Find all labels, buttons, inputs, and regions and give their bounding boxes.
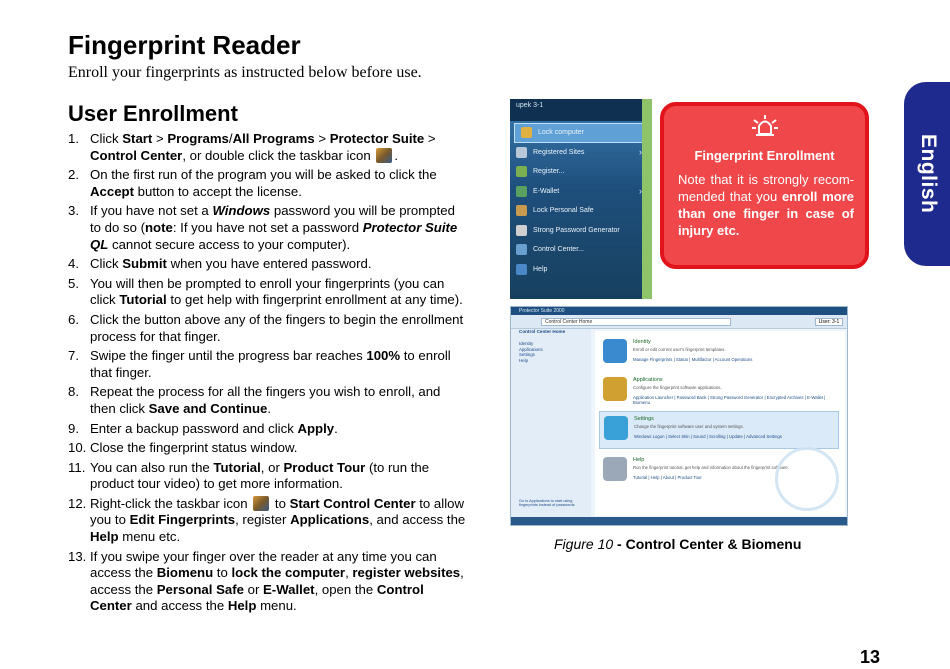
step-text xyxy=(90,131,468,164)
step-text xyxy=(90,440,468,457)
step-fragment: Click xyxy=(90,256,123,272)
cc-section-desc: Configure the fingerprint software applications. xyxy=(633,385,722,390)
step-fragment: (to run the product tour video) to get more information. xyxy=(90,459,430,492)
step-fragment: . xyxy=(334,420,338,436)
step-fragment: Swipe the finger until the progress bar reaches xyxy=(90,348,367,364)
fingerprint-logo-icon xyxy=(775,447,839,511)
step-fragment: . xyxy=(267,400,272,416)
biomenu-item xyxy=(510,201,652,221)
step-emphasis: Biomenu xyxy=(156,565,214,581)
cc-toolbar xyxy=(511,315,847,329)
step-fragment: when you have entered password. xyxy=(166,256,372,272)
step-emphasis: lock the computer xyxy=(231,565,346,581)
cc-sidebar-link: Identity xyxy=(519,341,534,346)
step-emphasis: Help xyxy=(90,529,119,545)
biomenu-item-icon xyxy=(516,205,527,216)
step-fragment: and access the xyxy=(131,598,228,614)
step-fragment: , and access the xyxy=(369,512,466,528)
step-emphasis: Control Center xyxy=(90,581,424,614)
biomenu-item-icon xyxy=(516,166,527,177)
cc-section-icon xyxy=(603,457,627,481)
step-emphasis: Accept xyxy=(90,183,134,199)
step-emphasis: Edit Fingerprints xyxy=(129,512,236,528)
biomenu-item xyxy=(510,182,652,202)
step-text xyxy=(90,276,468,309)
figure-number: Figure 10 xyxy=(554,536,614,552)
cc-section-identity xyxy=(599,335,839,373)
note-body xyxy=(678,171,854,239)
biomenu-item-label: Lock Personal Safe xyxy=(533,207,594,215)
step-item xyxy=(68,312,468,345)
biomenu-item-icon xyxy=(516,244,527,255)
cc-sidebar-link: Settings xyxy=(519,352,535,357)
control-center-screenshot xyxy=(510,306,848,526)
biomenu-header: upek 3-1 xyxy=(510,99,652,121)
step-item xyxy=(68,384,468,417)
step-fragment: to xyxy=(213,565,232,581)
step-item xyxy=(68,167,468,200)
cc-section-desc: Run the fingerprint tutorial, get help and information about the fingerprint software. xyxy=(633,465,789,470)
step-emphasis: register websites xyxy=(352,565,461,581)
step-text xyxy=(90,167,468,200)
step-number: 5. xyxy=(68,275,79,291)
step-emphasis: Submit xyxy=(122,256,167,272)
language-tab xyxy=(904,82,950,266)
fingerprint-enrollment-note xyxy=(660,102,869,269)
step-number: 1. xyxy=(68,131,79,146)
cc-section-desc: Change the fingerprint software user and system settings. xyxy=(634,424,744,429)
biomenu-item xyxy=(510,221,652,241)
step-text xyxy=(90,421,468,438)
step-text xyxy=(90,256,468,273)
cc-sidebar-link: Applications xyxy=(519,346,543,352)
step-item xyxy=(68,421,468,438)
step-number: 12. xyxy=(68,495,87,511)
step-fragment: > xyxy=(152,131,168,146)
step-fragment: to get help with fingerprint enrollment at any time). xyxy=(166,292,463,308)
biomenu-item-icon xyxy=(516,147,527,158)
cc-sidebar-link: Help xyxy=(519,357,529,363)
step-item xyxy=(68,440,468,457)
step-fragment: , or xyxy=(260,459,284,475)
step-fragment: Enter a backup password and click xyxy=(90,420,298,436)
step-emphasis: note xyxy=(144,219,173,235)
step-emphasis: E-Wallet xyxy=(263,581,315,597)
cc-address-field: Control Center Home xyxy=(541,318,731,326)
biomenu-item xyxy=(510,240,652,260)
step-emphasis: Control Center xyxy=(90,147,183,163)
step-fragment: You will then be prompted to enroll your fingerprints (you can click xyxy=(90,275,445,308)
step-text xyxy=(90,384,468,417)
cc-taskbar xyxy=(511,517,847,525)
step-emphasis: Apply xyxy=(297,420,335,436)
step-emphasis: Tutorial xyxy=(119,292,167,308)
step-fragment: to enroll that finger. xyxy=(90,348,451,380)
step-number: 3. xyxy=(68,203,79,219)
note-text-plain: Note that it is strongly recom-mended that you xyxy=(678,172,854,204)
step-emphasis: All Programs xyxy=(232,131,315,146)
step-fragment: Right-click the taskbar icon xyxy=(90,495,252,511)
step-fragment: button to accept the license. xyxy=(133,183,302,199)
step-fragment: . xyxy=(394,147,399,163)
step-emphasis: Programs xyxy=(167,131,229,146)
biomenu-item-icon xyxy=(516,264,527,275)
step-item xyxy=(68,460,468,493)
biomenu-item-icon xyxy=(521,127,532,138)
step-text xyxy=(90,312,468,345)
section-heading: User Enrollment xyxy=(68,101,238,126)
cc-sidebar-footnote: Go to Applications to start using fingerprints instead of passwords xyxy=(519,499,575,507)
cc-section-icon xyxy=(603,339,627,363)
step-fragment: Repeat the process for all the fingers you wish to enroll, and then click xyxy=(90,384,441,416)
step-number: 8. xyxy=(68,384,79,400)
step-fragment: cannot secure access to your computer). xyxy=(108,236,351,252)
cc-window-title: Protector Suite 2000 xyxy=(511,307,847,315)
step-fragment: menu etc. xyxy=(118,529,181,545)
figure-separator: - xyxy=(613,536,626,552)
step-number: 4. xyxy=(68,256,79,272)
biomenu-item xyxy=(510,260,652,280)
step-fragment: / xyxy=(228,131,233,146)
cc-section-links: Tutorial | Help | About | Product Tour xyxy=(633,475,702,480)
step-fragment: , or double click the taskbar icon xyxy=(182,147,375,163)
step-emphasis: Personal Safe xyxy=(156,581,244,597)
cc-section-name: Help xyxy=(633,457,645,463)
alert-bell-icon xyxy=(750,114,780,140)
figure-label: Control Center & Biomenu xyxy=(625,536,802,552)
note-text-bold: enroll more than one finger in case of injury etc. xyxy=(678,189,854,238)
cc-sidebar-links xyxy=(519,341,543,363)
step-item xyxy=(68,496,468,546)
biomenu-item-label: Lock computer xyxy=(538,129,584,137)
biomenu-item-label: Strong Password Generator xyxy=(533,226,620,234)
step-text xyxy=(90,460,468,493)
step-fragment: > xyxy=(314,131,330,146)
step-emphasis: Product Tour xyxy=(283,459,366,475)
biomenu-item-label: Registered Sites xyxy=(533,148,585,156)
biomenu-item-label: E-Wallet xyxy=(533,187,560,195)
step-number: 2. xyxy=(68,167,79,183)
step-emphasis: Tutorial xyxy=(213,459,261,475)
step-fragment: menu. xyxy=(256,598,297,614)
cc-section-settings xyxy=(599,411,839,449)
step-fragment: , open the xyxy=(314,581,377,597)
step-item xyxy=(68,348,468,381)
taskbar-fingerprint-icon xyxy=(253,496,269,511)
step-fragment: , xyxy=(345,565,353,581)
step-fragment: On the first run of the program you will be asked to click the xyxy=(90,167,437,183)
cc-section-desc: Enroll or edit current user's fingerprint templates. xyxy=(633,347,726,352)
cc-section-links: Manage Fingerprints | Status | Multifactor | Account Operations xyxy=(633,357,753,362)
step-number: 6. xyxy=(68,311,79,327)
step-fragment: Click the button above any of the fingers to begin the enrollment process for that finger. xyxy=(90,311,464,344)
step-fragment: If you have not set a xyxy=(90,203,213,219)
step-number: 10. xyxy=(68,440,87,456)
step-fragment: > xyxy=(424,131,436,146)
biomenu-item xyxy=(510,143,652,163)
cc-section-name: Settings xyxy=(634,416,654,422)
step-text xyxy=(90,496,468,546)
language-tab-label: English xyxy=(917,134,940,214)
cc-section-name: Identity xyxy=(633,339,651,345)
step-emphasis: Start Control Center xyxy=(289,495,416,511)
biomenu-item-icon xyxy=(516,225,527,236)
biomenu-item-icon xyxy=(516,186,527,197)
step-fragment: Close the fingerprint status window. xyxy=(90,440,298,456)
page-subtitle: Enroll your fingerprints as instructed below before use. xyxy=(68,64,422,81)
enrollment-steps-list xyxy=(68,131,468,618)
note-title: Fingerprint Enrollment xyxy=(694,148,835,163)
desktop-strip xyxy=(642,99,652,299)
step-emphasis: Applications xyxy=(290,512,370,528)
biomenu-item xyxy=(514,123,648,143)
cc-section-icon xyxy=(604,416,628,440)
cc-section-links: Windows Logon | Select Skin | Sound | Scrolling | Update | Advanced Settings xyxy=(634,434,782,439)
step-item xyxy=(68,549,468,615)
step-emphasis: Protector Suite QL xyxy=(90,219,458,252)
step-item xyxy=(68,256,468,273)
chevron-right-icon: › xyxy=(639,147,642,158)
biomenu-item-label: Control Center... xyxy=(533,246,584,254)
cc-user-field: User: 3-1 xyxy=(815,318,843,326)
taskbar-fingerprint-icon xyxy=(376,148,392,163)
step-fragment: , access the xyxy=(90,565,464,597)
chevron-right-icon: › xyxy=(639,186,642,197)
step-item xyxy=(68,276,468,309)
step-number: 13. xyxy=(68,548,87,564)
step-number: 11. xyxy=(68,459,86,475)
cc-section-name: Applications xyxy=(633,377,663,383)
step-number: 7. xyxy=(68,348,79,364)
cc-section-icon xyxy=(603,377,627,401)
step-number: 9. xyxy=(68,420,79,436)
step-fragment: or xyxy=(243,581,264,597)
cc-section-applications xyxy=(599,373,839,411)
step-text xyxy=(90,348,468,381)
step-item xyxy=(68,203,468,253)
step-text xyxy=(90,203,468,253)
step-item xyxy=(68,131,468,164)
biomenu-screenshot xyxy=(510,99,652,299)
step-emphasis: 100% xyxy=(366,348,401,364)
step-fragment: to xyxy=(271,495,290,511)
page-title: Fingerprint Reader xyxy=(68,30,301,60)
step-emphasis: Protector Suite xyxy=(329,131,425,146)
step-emphasis: Start xyxy=(122,131,153,146)
biomenu-item-label: Register... xyxy=(533,168,565,176)
step-text xyxy=(90,549,468,615)
biomenu-item-label: Help xyxy=(533,265,548,273)
step-emphasis: Windows xyxy=(212,203,271,219)
step-fragment: , register xyxy=(235,512,291,528)
step-fragment: You can also run the xyxy=(90,459,214,475)
cc-section-links: Application Launcher | Password Bank | Strong Password Generator | Encrypted Archives | E-Wallet | Biomenu xyxy=(633,395,826,405)
cc-sidebar-title: Control Center Home xyxy=(519,329,566,334)
step-fragment: Click xyxy=(90,131,123,146)
step-emphasis: Help xyxy=(227,598,257,614)
step-fragment: : If you have not set a password xyxy=(172,219,363,235)
biomenu-item xyxy=(510,162,652,182)
step-fragment: to allow you to xyxy=(90,495,464,528)
step-fragment: If you swipe your finger over the reader at any time you can access the xyxy=(90,548,437,581)
figure-caption xyxy=(554,536,801,552)
step-emphasis: Save and Continue xyxy=(148,400,268,416)
step-fragment: password you will be prompted to do so ( xyxy=(90,203,455,235)
page-number: 13 xyxy=(860,647,881,667)
